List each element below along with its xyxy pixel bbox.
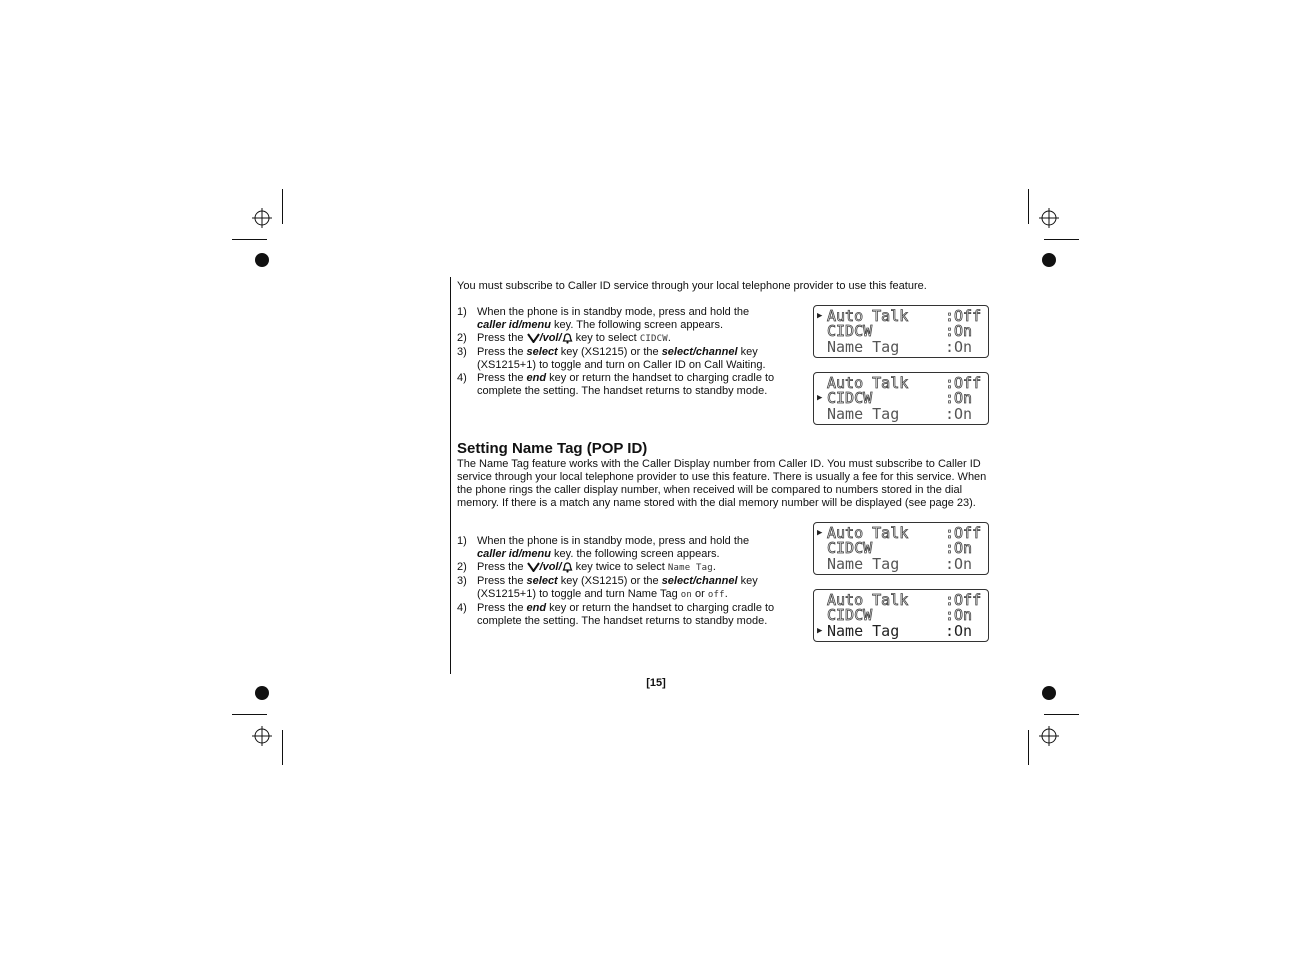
- pointer-icon: ▶: [817, 528, 823, 538]
- crop-line: [1044, 239, 1079, 240]
- lcd-row-cidcw: ▶ CIDCW :On: [817, 389, 973, 407]
- chevron-down-icon: [527, 562, 540, 572]
- section-heading: Setting Name Tag (POP ID): [457, 440, 648, 457]
- section1-steps: [457, 306, 777, 398]
- lcd-row-cidcw: CIDCW :On: [827, 606, 973, 624]
- registration-target-icon: [252, 208, 272, 228]
- lcd-row-name-tag: Name Tag :On: [827, 338, 973, 356]
- lcd-screen: [813, 305, 989, 358]
- crop-line: [1028, 189, 1029, 224]
- lcd-row-auto-talk: ▶ Auto Talk :Off: [817, 524, 982, 542]
- lcd-row-auto-talk: Auto Talk :Off: [827, 591, 982, 609]
- registration-dot-icon: [255, 253, 269, 267]
- lcd-row-auto-talk: ▶ Auto Talk :Off: [817, 307, 982, 325]
- section-paragraph: The Name Tag feature works with the Caller Display number from Caller ID. You must subscribe to Caller ID service through your local telephone provider to use this feature. There is usually a fee for this service. When the phone rings the caller display number, when received will be compared to numbers stored in the dial memory. If there is a match any name stored with the dial memory number will be displayed (see page 23).: [457, 458, 987, 509]
- registration-dot-icon: [255, 686, 269, 700]
- list-item: 2) Press the /vol/ key twice to select Name Tag.: [457, 561, 716, 573]
- lcd-screen: [813, 372, 989, 425]
- registration-dot-icon: [1042, 686, 1056, 700]
- crop-line: [1044, 714, 1079, 715]
- intro-text: You must subscribe to Caller ID service through your local telephone provider to use this feature.: [457, 280, 927, 292]
- list-item: 1) When the phone is in standby mode, press and hold the caller id/menu key. The following screen appears.: [457, 306, 750, 331]
- bell-icon: [562, 562, 573, 573]
- list-item: 4) Press the end key or return the handset to charging cradle to complete the setting. The handset returns to standby mode.: [457, 602, 775, 627]
- lcd-row-auto-talk: Auto Talk :Off: [827, 374, 982, 392]
- list-item: 4) Press the end key or return the handset to charging cradle to complete the setting. The handset returns to standby mode.: [457, 372, 775, 397]
- crop-line: [232, 239, 267, 240]
- crop-line: [1028, 730, 1029, 765]
- registration-target-icon: [1039, 208, 1059, 228]
- crop-line: [232, 714, 267, 715]
- key-name: caller id/menu: [477, 319, 551, 331]
- list-item: 1) When the phone is in standby mode, press and hold the caller id/menu key. the following screen appears.: [457, 535, 750, 560]
- lcd-screen: [813, 589, 989, 642]
- list-item: 3) Press the select key (XS1215) or the select/channel key (XS1215+1) to toggle and turn on Caller ID on Call Waiting.: [457, 346, 766, 371]
- list-item: 2) Press the /vol/ key to select CIDCW.: [457, 332, 671, 344]
- crop-line: [282, 189, 283, 224]
- lcd-row-name-tag: Name Tag :On: [827, 405, 973, 423]
- bell-icon: [562, 333, 573, 344]
- pointer-icon: ▶: [817, 311, 823, 321]
- lcd-screen: [813, 522, 989, 575]
- list-item: 3) Press the select key (XS1215) or the select/channel key (XS1215+1) to toggle and turn Name Tag on or off.: [457, 575, 758, 600]
- registration-dot-icon: [1042, 253, 1056, 267]
- registration-target-icon: [1039, 726, 1059, 746]
- margin-rule: [450, 277, 451, 674]
- registration-target-icon: [252, 726, 272, 746]
- lcd-row-name-tag: Name Tag :On: [827, 555, 973, 573]
- pointer-icon: ▶: [817, 626, 823, 636]
- section2-steps: [457, 535, 777, 628]
- page-number: [15]: [646, 677, 666, 689]
- crop-line: [282, 730, 283, 765]
- chevron-down-icon: [527, 333, 540, 343]
- pointer-icon: ▶: [817, 393, 823, 403]
- lcd-row-name-tag: ▶ Name Tag :On: [817, 622, 973, 640]
- lcd-row-cidcw: CIDCW :On: [827, 322, 973, 340]
- lcd-row-cidcw: CIDCW :On: [827, 539, 973, 557]
